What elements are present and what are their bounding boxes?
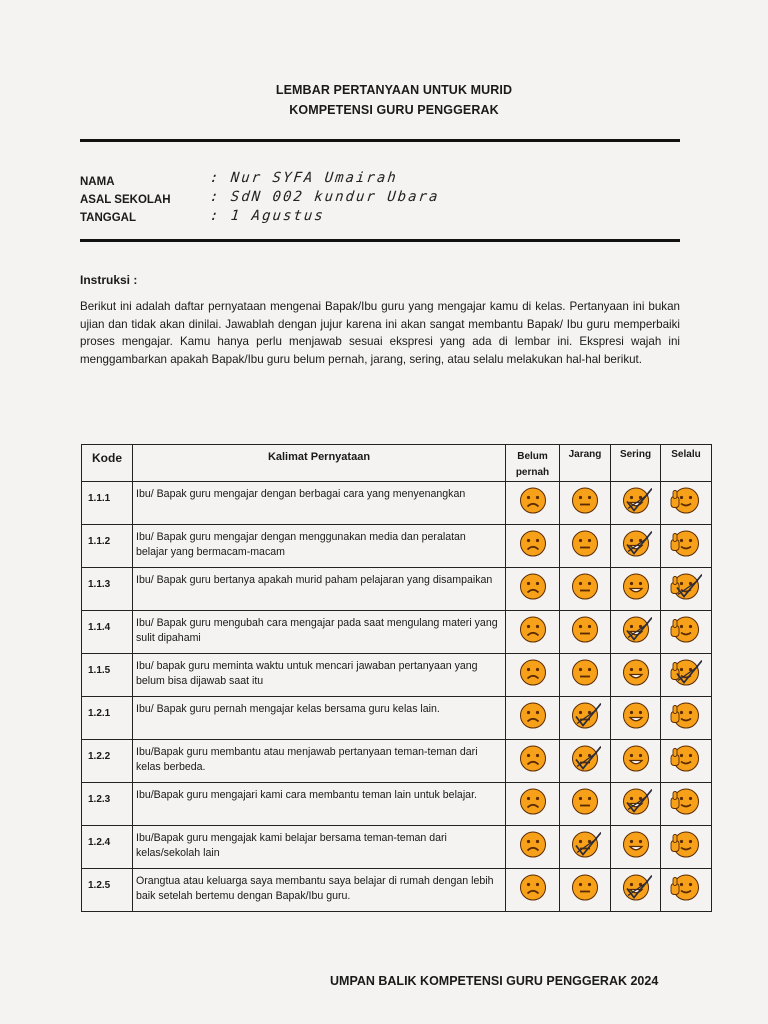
table-row: [82, 783, 711, 826]
option-belum-pernah[interactable]: [506, 654, 560, 696]
asal-sekolah-value: : SdN 002 kundur Ubara: [209, 189, 441, 205]
option-sering[interactable]: [611, 869, 661, 911]
option-sering[interactable]: [611, 611, 661, 653]
option-sering[interactable]: [611, 697, 661, 739]
row-statement: Ibu/ Bapak guru mengajar dengan berbagai cara yang menyenangkan: [133, 482, 506, 524]
neutral-face-icon: [569, 658, 601, 693]
row-statement: Ibu/ bapak guru meminta waktu untuk mencari jawaban pertanyaan yang belum bisa dijawab saat itu: [133, 654, 506, 696]
option-sering[interactable]: [611, 826, 661, 868]
option-sering[interactable]: [611, 568, 661, 610]
option-jarang[interactable]: [560, 783, 611, 825]
row-kode: 1.2.2: [82, 740, 133, 782]
document-subtitle: KOMPETENSI GURU PENGGERAK: [289, 103, 499, 117]
thumbs-up-face-icon: [670, 744, 702, 779]
option-selalu[interactable]: [661, 869, 711, 911]
header-sering: Sering: [611, 445, 661, 481]
row-statement: Ibu/Bapak guru mengajari kami cara membantu teman lain untuk belajar.: [133, 783, 506, 825]
footer-text: UMPAN BALIK KOMPETENSI GURU PENGGERAK 2024: [330, 974, 659, 988]
row-statement: Ibu/ Bapak guru mengajar dengan menggunakan media dan peralatan belajar yang bermacam-macam: [133, 525, 506, 567]
option-jarang[interactable]: [560, 826, 611, 868]
option-sering[interactable]: [611, 525, 661, 567]
option-selalu[interactable]: [661, 482, 711, 524]
neutral-face-icon: [569, 486, 601, 521]
sad-face-icon: [517, 615, 549, 650]
smile-face-icon: [620, 873, 652, 908]
table-row: [82, 654, 711, 697]
option-jarang[interactable]: [560, 654, 611, 696]
option-selalu[interactable]: [661, 740, 711, 782]
row-kode: 1.2.1: [82, 697, 133, 739]
option-sering[interactable]: [611, 482, 661, 524]
thumbs-up-face-icon: [670, 486, 702, 521]
sad-face-icon: [517, 486, 549, 521]
instructions-title: Instruksi :: [80, 273, 138, 287]
option-selalu[interactable]: [661, 611, 711, 653]
option-jarang[interactable]: [560, 525, 611, 567]
option-selalu[interactable]: [661, 654, 711, 696]
smile-face-icon: [620, 787, 652, 822]
row-statement: Ibu/Bapak guru mengajak kami belajar bersama teman-teman dari kelas/sekolah lain: [133, 826, 506, 868]
smile-face-icon: [620, 615, 652, 650]
tanggal-value: : 1 Agustus: [209, 208, 326, 224]
asal-sekolah-label: ASAL SEKOLAH: [80, 194, 171, 206]
neutral-face-icon: [569, 830, 601, 865]
thumbs-up-face-icon: [670, 787, 702, 822]
header-kode: Kode: [82, 445, 133, 481]
header-jarang: Jarang: [560, 445, 611, 481]
divider-top: [80, 139, 680, 142]
smile-face-icon: [620, 830, 652, 865]
row-statement: Orangtua atau keluarga saya membantu saya belajar di rumah dengan lebih baik setelah bertemu dengan Bapak/Ibu guru.: [133, 869, 506, 911]
option-sering[interactable]: [611, 654, 661, 696]
option-jarang[interactable]: [560, 568, 611, 610]
option-jarang[interactable]: [560, 482, 611, 524]
sad-face-icon: [517, 873, 549, 908]
header-selalu: Selalu: [671, 449, 701, 460]
header-belum-pernah: Belum pernah: [506, 445, 560, 481]
option-belum-pernah[interactable]: [506, 482, 560, 524]
smile-face-icon: [620, 744, 652, 779]
thumbs-up-face-icon: [670, 830, 702, 865]
neutral-face-icon: [569, 873, 601, 908]
option-selalu[interactable]: [661, 568, 711, 610]
smile-face-icon: [620, 572, 652, 607]
neutral-face-icon: [569, 529, 601, 564]
neutral-face-icon: [569, 615, 601, 650]
option-belum-pernah[interactable]: [506, 783, 560, 825]
option-selalu[interactable]: [661, 826, 711, 868]
neutral-face-icon: [569, 572, 601, 607]
sad-face-icon: [517, 744, 549, 779]
thumbs-up-face-icon: [670, 873, 702, 908]
row-kode: 1.1.1: [82, 482, 133, 524]
option-jarang[interactable]: [560, 869, 611, 911]
option-sering[interactable]: [611, 740, 661, 782]
neutral-face-icon: [569, 744, 601, 779]
table-row: [82, 869, 711, 911]
sad-face-icon: [517, 701, 549, 736]
option-selalu[interactable]: [661, 697, 711, 739]
row-statement: Ibu/Bapak guru membantu atau menjawab pertanyaan teman-teman dari kelas berbeda.: [133, 740, 506, 782]
table-row: [82, 697, 711, 740]
row-kode: 1.1.5: [82, 654, 133, 696]
row-kode: 1.2.4: [82, 826, 133, 868]
row-kode: 1.1.2: [82, 525, 133, 567]
sad-face-icon: [517, 529, 549, 564]
option-sering[interactable]: [611, 783, 661, 825]
option-belum-pernah[interactable]: [506, 869, 560, 911]
feedback-table: [81, 444, 712, 912]
option-selalu[interactable]: [661, 525, 711, 567]
neutral-face-icon: [569, 787, 601, 822]
header-statement: Kalimat Pernyataan: [133, 445, 506, 481]
table-row: [82, 740, 711, 783]
option-jarang[interactable]: [560, 697, 611, 739]
sad-face-icon: [517, 572, 549, 607]
option-jarang[interactable]: [560, 740, 611, 782]
thumbs-up-face-icon: [670, 615, 702, 650]
option-belum-pernah[interactable]: [506, 826, 560, 868]
table-row: [82, 568, 711, 611]
thumbs-up-face-icon: [670, 572, 702, 607]
neutral-face-icon: [569, 701, 601, 736]
tanggal-label: TANGGAL: [80, 212, 137, 224]
row-statement: Ibu/ Bapak guru pernah mengajar kelas bersama guru kelas lain.: [133, 697, 506, 739]
thumbs-up-face-icon: [670, 529, 702, 564]
document-title: LEMBAR PERTANYAAN UNTUK MURID: [275, 83, 513, 97]
smile-face-icon: [620, 486, 652, 521]
row-statement: Ibu/ Bapak guru mengubah cara mengajar pada saat mengulang materi yang sulit dipahami: [133, 611, 506, 653]
row-kode: 1.1.4: [82, 611, 133, 653]
table-body: [82, 482, 711, 911]
row-kode: 1.2.5: [82, 869, 133, 911]
smile-face-icon: [620, 529, 652, 564]
sad-face-icon: [517, 658, 549, 693]
thumbs-up-face-icon: [670, 701, 702, 736]
row-kode: 1.1.3: [82, 568, 133, 610]
table-row: [82, 482, 711, 525]
option-belum-pernah[interactable]: [506, 697, 560, 739]
divider-bottom: [80, 239, 680, 242]
sad-face-icon: [517, 787, 549, 822]
option-belum-pernah[interactable]: [506, 568, 560, 610]
row-statement: Ibu/ Bapak guru bertanya apakah murid paham pelajaran yang disampaikan: [133, 568, 506, 610]
sad-face-icon: [517, 830, 549, 865]
smile-face-icon: [620, 658, 652, 693]
thumbs-up-face-icon: [670, 658, 702, 693]
option-belum-pernah[interactable]: [506, 611, 560, 653]
nama-value: : Nur SYFA Umairah: [209, 170, 399, 186]
smile-face-icon: [620, 701, 652, 736]
nama-label: NAMA: [80, 176, 115, 188]
table-header-row: [82, 445, 711, 482]
table-row: [82, 826, 711, 869]
option-belum-pernah[interactable]: [506, 740, 560, 782]
table-row: [82, 525, 711, 568]
option-selalu[interactable]: [661, 783, 711, 825]
row-kode: 1.2.3: [82, 783, 133, 825]
option-jarang[interactable]: [560, 611, 611, 653]
option-belum-pernah[interactable]: [506, 525, 560, 567]
instructions-body: Berikut ini adalah daftar pernyataan mengenai Bapak/Ibu guru yang mengajar kamu di kelas. Pertanyaan ini bukan ujian dan tidak akan dinilai. Jawablah dengan jujur karena ini akan sangat membantu Bapak/ Ibu guru memperbaiki proses mengajar. Kamu hanya perlu menjawab sesuai ekspresi yang ada di lembar ini. Ekspresi wajah ini menggambarkan apakah Bapak/Ibu guru belum pernah, jarang, sering, atau selalu melakukan hal-hal berikut.: [80, 300, 680, 367]
table-row: [82, 611, 711, 654]
